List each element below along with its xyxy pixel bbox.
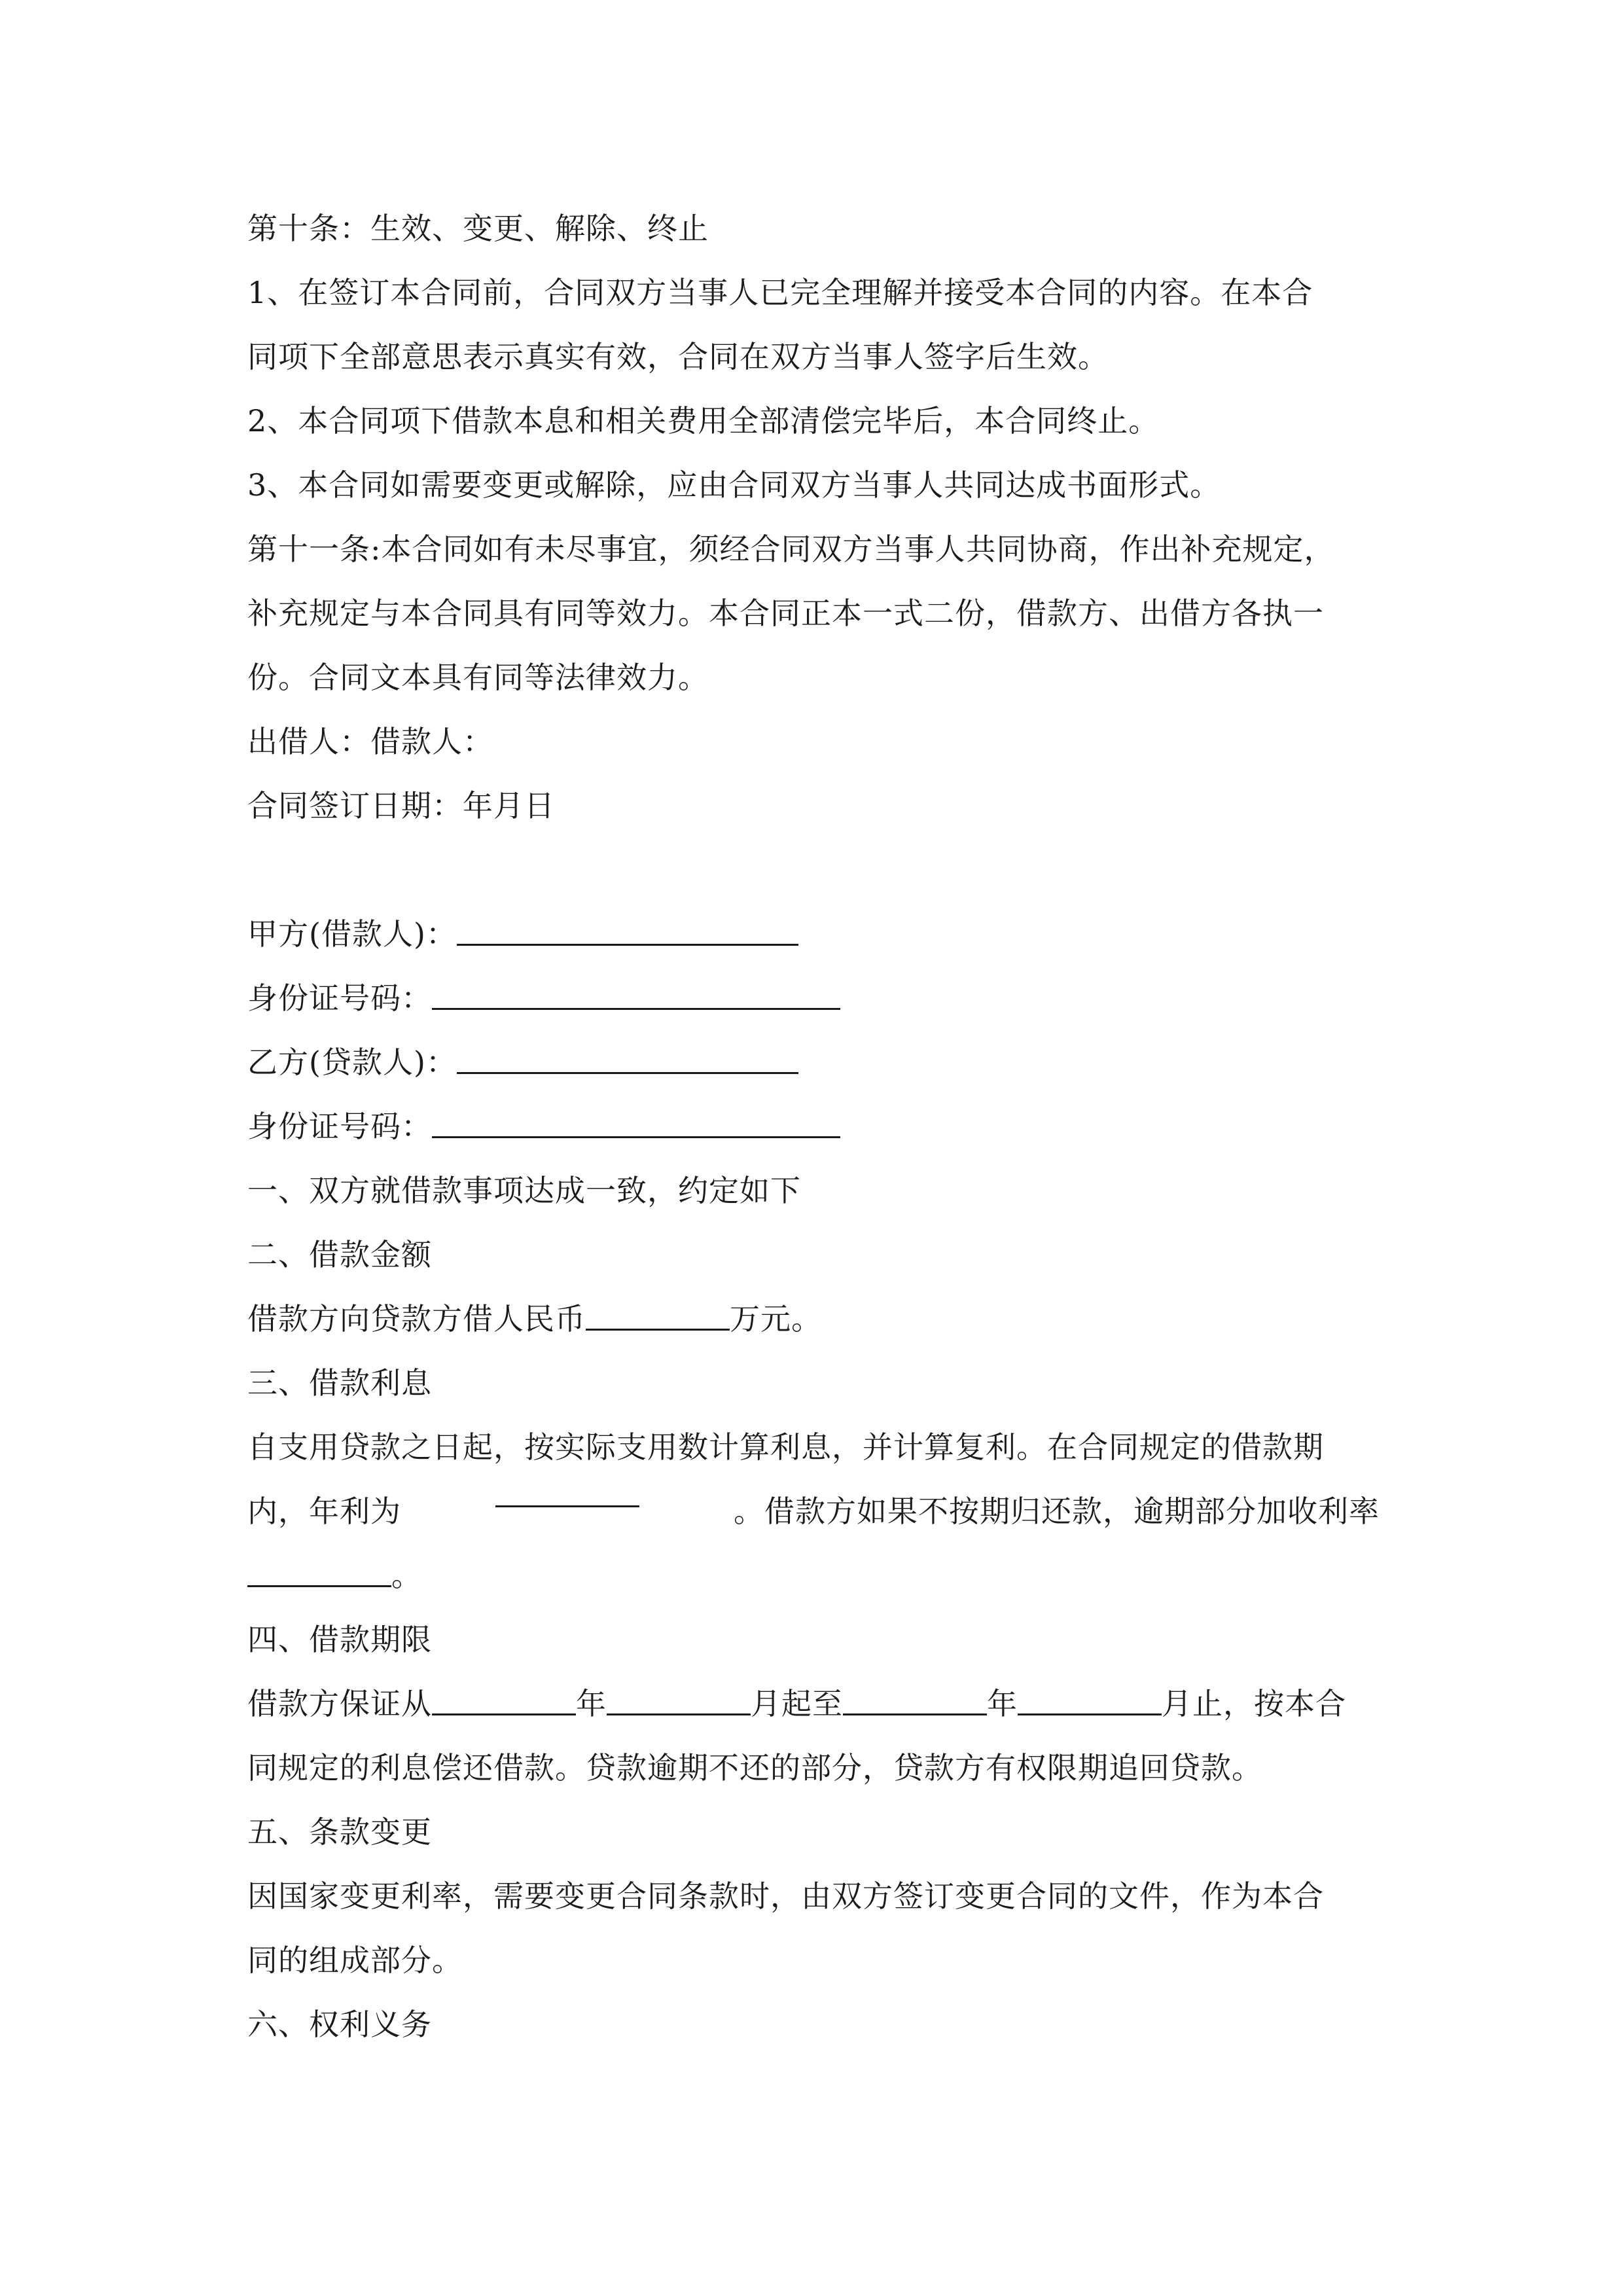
section-5-line-1: 因国家变更利率，需要变更合同条款时，由双方签订变更合同的文件，作为本合 [247, 1878, 1324, 1914]
article-10-clause-2: 2、本合同项下借款本息和相关费用全部清偿完毕后，本合同终止。 [247, 403, 1160, 439]
party-a-id-blank[interactable] [432, 982, 840, 1010]
document-page [247, 196, 1380, 2056]
party-b-name-blank[interactable] [457, 1046, 798, 1074]
section-4-line-2: 同规定的利息偿还借款。贷款逾期不还的部分，贷款方有权限期追回贷款。 [247, 1750, 1262, 1785]
article-10-clause-1-line-1: 1、在签订本合同前，合同双方当事人已完全理解并接受本合同的内容。在本合 [247, 275, 1313, 310]
end-year-blank[interactable] [843, 1687, 987, 1715]
party-b-row [247, 1030, 1380, 1094]
end-month-blank[interactable] [1018, 1687, 1162, 1715]
article-10-clause-3: 3、本合同如需要变更或解除，应由合同双方当事人共同达成书面形式。 [247, 467, 1221, 503]
term-year-label-2: 年 [987, 1686, 1018, 1721]
section-gap [247, 838, 1380, 902]
article-11-line-1: 第十一条:本合同如有未尽事宜，须经合同双方当事人共同协商，作出补充规定， [247, 531, 1335, 567]
article-11-line-2: 补充规定与本合同具有同等效力。本合同正本一式二份，借款方、出借方各执一 [247, 596, 1324, 631]
article-10-clause-1-line-2: 同项下全部意思表示真实有效，合同在双方当事人签字后生效。 [247, 339, 1109, 374]
party-a-id-row [247, 966, 1380, 1030]
section-3-line-3 [247, 1543, 1380, 1607]
section-2-heading: 二、借款金额 [247, 1237, 432, 1272]
section-1-heading: 一、双方就借款事项达成一致，约定如下 [247, 1173, 801, 1208]
section-3-line-2 [247, 1479, 1380, 1543]
section-5-heading: 五、条款变更 [247, 1814, 432, 1850]
party-a-label: 甲方(借款人)： [247, 916, 457, 952]
section-4-heading: 四、借款期限 [247, 1622, 432, 1657]
party-b-id-blank[interactable] [432, 1110, 840, 1138]
party-a-name-blank[interactable] [457, 918, 798, 946]
party-a-row [247, 902, 1380, 966]
interest-rate-suffix: 。借款方如果不按期归还款，逾期部分加收利率 [734, 1494, 1380, 1529]
penalty-rate-blank[interactable] [247, 1559, 391, 1587]
section-3-line-1: 自支用贷款之日起，按实际支用数计算利息，并计算复利。在合同规定的借款期 [247, 1429, 1324, 1465]
sign-date-line: 合同签订日期：年月日 [247, 788, 555, 823]
section-6-heading: 六、权利义务 [247, 2007, 432, 2042]
party-b-id-label: 身份证号码： [247, 1109, 432, 1144]
section-3-heading: 三、借款利息 [247, 1365, 432, 1401]
party-b-label: 乙方(贷款人)： [247, 1045, 457, 1080]
party-a-id-label: 身份证号码： [247, 980, 432, 1016]
signers-line: 出借人：借款人： [247, 724, 493, 759]
term-prefix: 借款方保证从 [247, 1686, 432, 1721]
term-year-label-1: 年 [576, 1686, 607, 1721]
section-5-line-2: 同的组成部分。 [247, 1943, 463, 1978]
term-from-label: 月起至 [751, 1686, 843, 1721]
interest-rate-blank[interactable] [495, 1479, 639, 1507]
start-year-blank[interactable] [432, 1687, 576, 1715]
interest-rate-prefix: 内，年利为 [247, 1494, 401, 1529]
start-month-blank[interactable] [607, 1687, 751, 1715]
term-suffix: 月止，按本合 [1162, 1686, 1346, 1721]
article-10-title: 第十条：生效、变更、解除、终止 [247, 211, 709, 246]
loan-amount-suffix: 万元。 [730, 1301, 822, 1336]
section-4-line-1 [247, 1672, 1380, 1736]
party-b-id-row [247, 1094, 1380, 1158]
loan-amount-blank[interactable] [586, 1302, 730, 1331]
article-11-line-3: 份。合同文本具有同等法律效力。 [247, 660, 709, 695]
penalty-rate-suffix: 。 [391, 1558, 422, 1593]
loan-amount-prefix: 借款方向贷款方借人民币 [247, 1301, 586, 1336]
section-2-text [247, 1287, 1380, 1351]
